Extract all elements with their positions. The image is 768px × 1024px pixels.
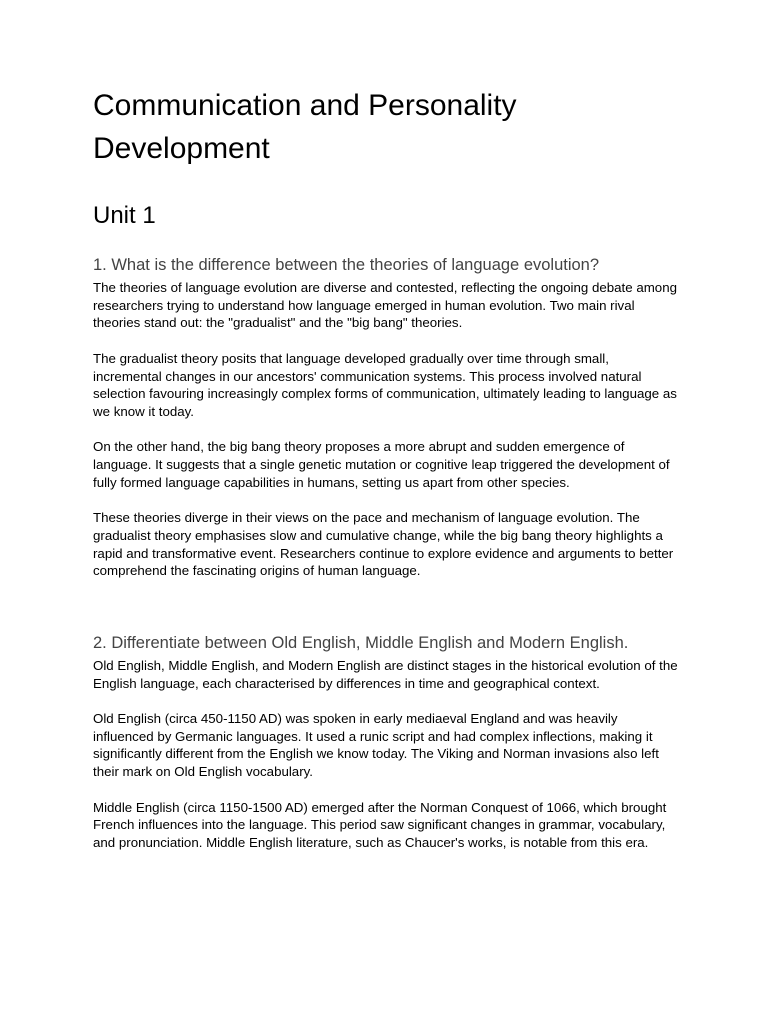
paragraph: On the other hand, the big bang theory proposes a more abrupt and sudden emergence of language. It suggests that a single genetic mutation or cognitive leap triggered the development of fully formed language capabilities in humans, setting us apart from other species. xyxy=(93,439,670,490)
paragraph: Old English (circa 450-1150 AD) was spoken in early mediaeval England and was heavily influenced by Germanic languages. It used a runic script and had complex inflections, making it significantly different from the English we know today. The Viking and Norman invasions also left their mark on Old English vocabulary. xyxy=(93,711,659,780)
question-heading: 1. What is the difference between the theories of language evolution? xyxy=(93,256,600,274)
section-question-1 xyxy=(93,254,678,580)
question-heading: 2. Differentiate between Old English, Middle English and Modern English. xyxy=(93,633,629,652)
document-title: Communication and Personality Development xyxy=(93,89,517,165)
document-page xyxy=(93,84,678,852)
paragraph: The theories of language evolution are diverse and contested, reflecting the ongoing debate among researchers trying to understand how language emerged in human evolution. Two main rival theories stand out: the "gradualist" and the "big bang" theories. xyxy=(93,280,677,331)
paragraph: These theories diverge in their views on the pace and mechanism of language evolution. The gradualist theory emphasises slow and cumulative change, while the big bang theory highlights a rapid and transformative event. Researchers continue to explore evidence and arguments to better comprehend the fascinating origins of human language. xyxy=(93,510,674,579)
paragraph: Old English, Middle English, and Modern English are distinct stages in the historical evolution of the English language, each characterised by differences in time and geographical context. xyxy=(93,657,678,691)
paragraph: Middle English (circa 1150-1500 AD) emerged after the Norman Conquest of 1066, which brought French influences into the language. This period saw significant changes in grammar, vocabulary, and pronunciation. Middle English literature, such as Chaucer's works, is notable from this era. xyxy=(93,799,667,850)
paragraph: The gradualist theory posits that language developed gradually over time through small, incremental changes in our ancestors' communication systems. This process involved natural selection favouring increasingly complex forms of communication, ultimately leading to language as we know it today. xyxy=(93,350,677,419)
unit-heading: Unit 1 xyxy=(93,202,156,229)
section-question-2 xyxy=(93,632,678,852)
